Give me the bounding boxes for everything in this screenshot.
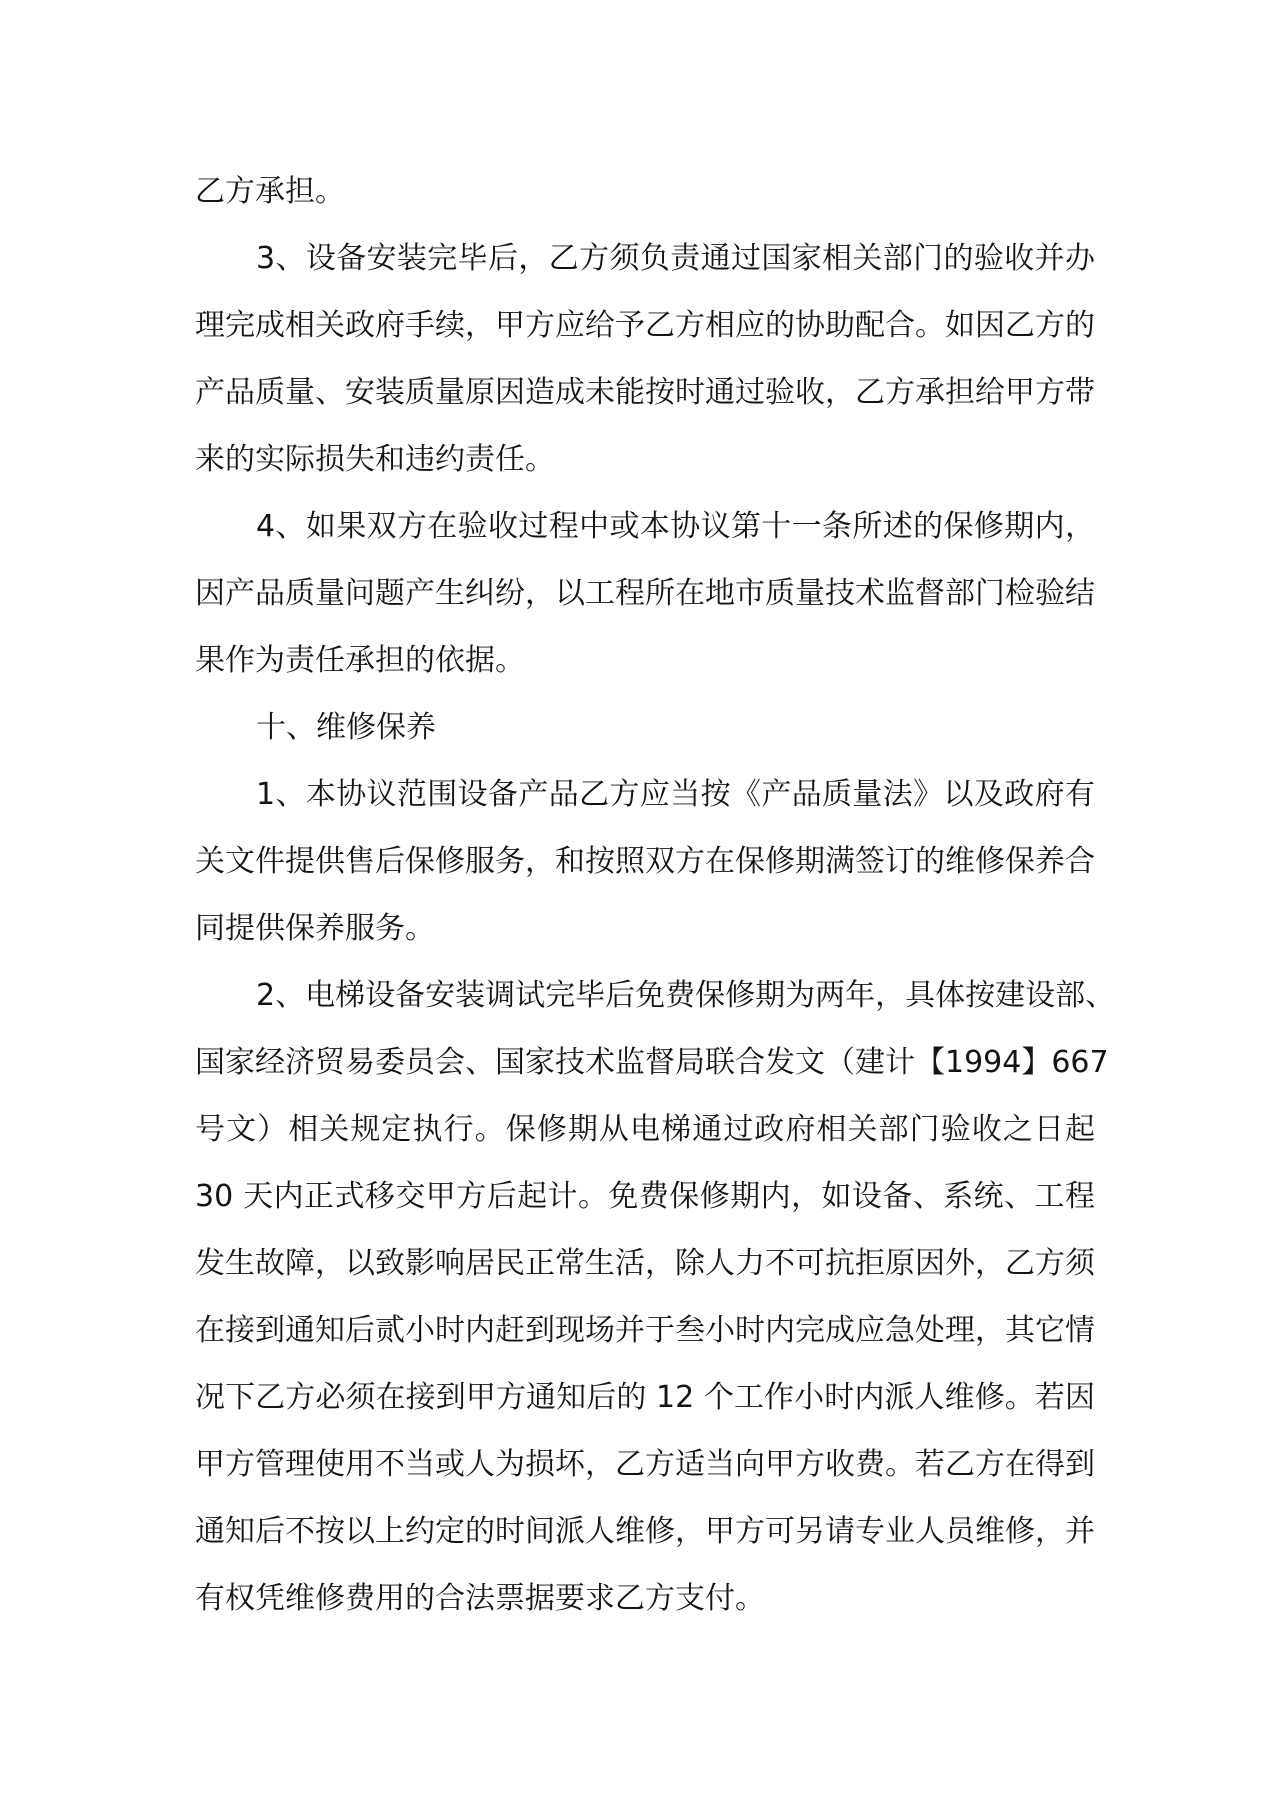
text-line: 因产品质量问题产生纠纷，以工程所在地市质量技术监督部门检验结 xyxy=(195,576,1095,611)
section-heading: 十、维修保养 xyxy=(256,710,436,745)
text-line: 号文）相关规定执行。保修期从电梯通过政府相关部门验收之日起 xyxy=(195,1112,1095,1147)
paragraph-clause-4-line: 4、如果双方在验收过程中或本协议第十一条所述的保修期内， xyxy=(256,509,1095,544)
text-line: 来的实际损失和违约责任。 xyxy=(195,442,555,477)
text-line: 在接到通知后贰小时内赶到现场并于叁小时内完成应急处理，其它情 xyxy=(195,1313,1095,1348)
text-line: 乙方承担。 xyxy=(195,174,345,209)
text-line: 关文件提供售后保修服务，和按照双方在保修期满签订的维修保养合 xyxy=(195,844,1095,879)
text-line: 甲方管理使用不当或人为损坏，乙方适当向甲方收费。若乙方在得到 xyxy=(195,1447,1095,1482)
paragraph-clause-2-line: 2、电梯设备安装调试完毕后免费保修期为两年，具体按建设部、 xyxy=(256,978,1116,1013)
text-line: 同提供保养服务。 xyxy=(195,911,435,946)
document-body xyxy=(195,158,1116,1632)
paragraph-clause-3-line: 3、设备安装完毕后，乙方须负责通过国家相关部门的验收并办 xyxy=(256,241,1095,276)
text-line: 30 天内正式移交甲方后起计。免费保修期内，如设备、系统、工程 xyxy=(195,1179,1095,1214)
paragraph-clause-1-line: 1、本协议范围设备产品乙方应当按《产品质量法》以及政府有 xyxy=(256,777,1095,812)
text-line: 有权凭维修费用的合法票据要求乙方支付。 xyxy=(195,1581,765,1616)
text-line: 发生故障，以致影响居民正常生活，除人力不可抗拒原因外，乙方须 xyxy=(195,1246,1095,1281)
text-line: 国家经济贸易委员会、国家技术监督局联合发文（建计【1994】667 xyxy=(195,1045,1109,1080)
text-line: 况下乙方必须在接到甲方通知后的 12 个工作小时内派人维修。若因 xyxy=(195,1380,1095,1415)
text-line: 果作为责任承担的依据。 xyxy=(195,643,525,678)
text-line: 通知后不按以上约定的时间派人维修，甲方可另请专业人员维修，并 xyxy=(195,1514,1095,1549)
text-line: 产品质量、安装质量原因造成未能按时通过验收，乙方承担给甲方带 xyxy=(195,375,1095,410)
text-line: 理完成相关政府手续，甲方应给予乙方相应的协助配合。如因乙方的 xyxy=(195,308,1095,343)
